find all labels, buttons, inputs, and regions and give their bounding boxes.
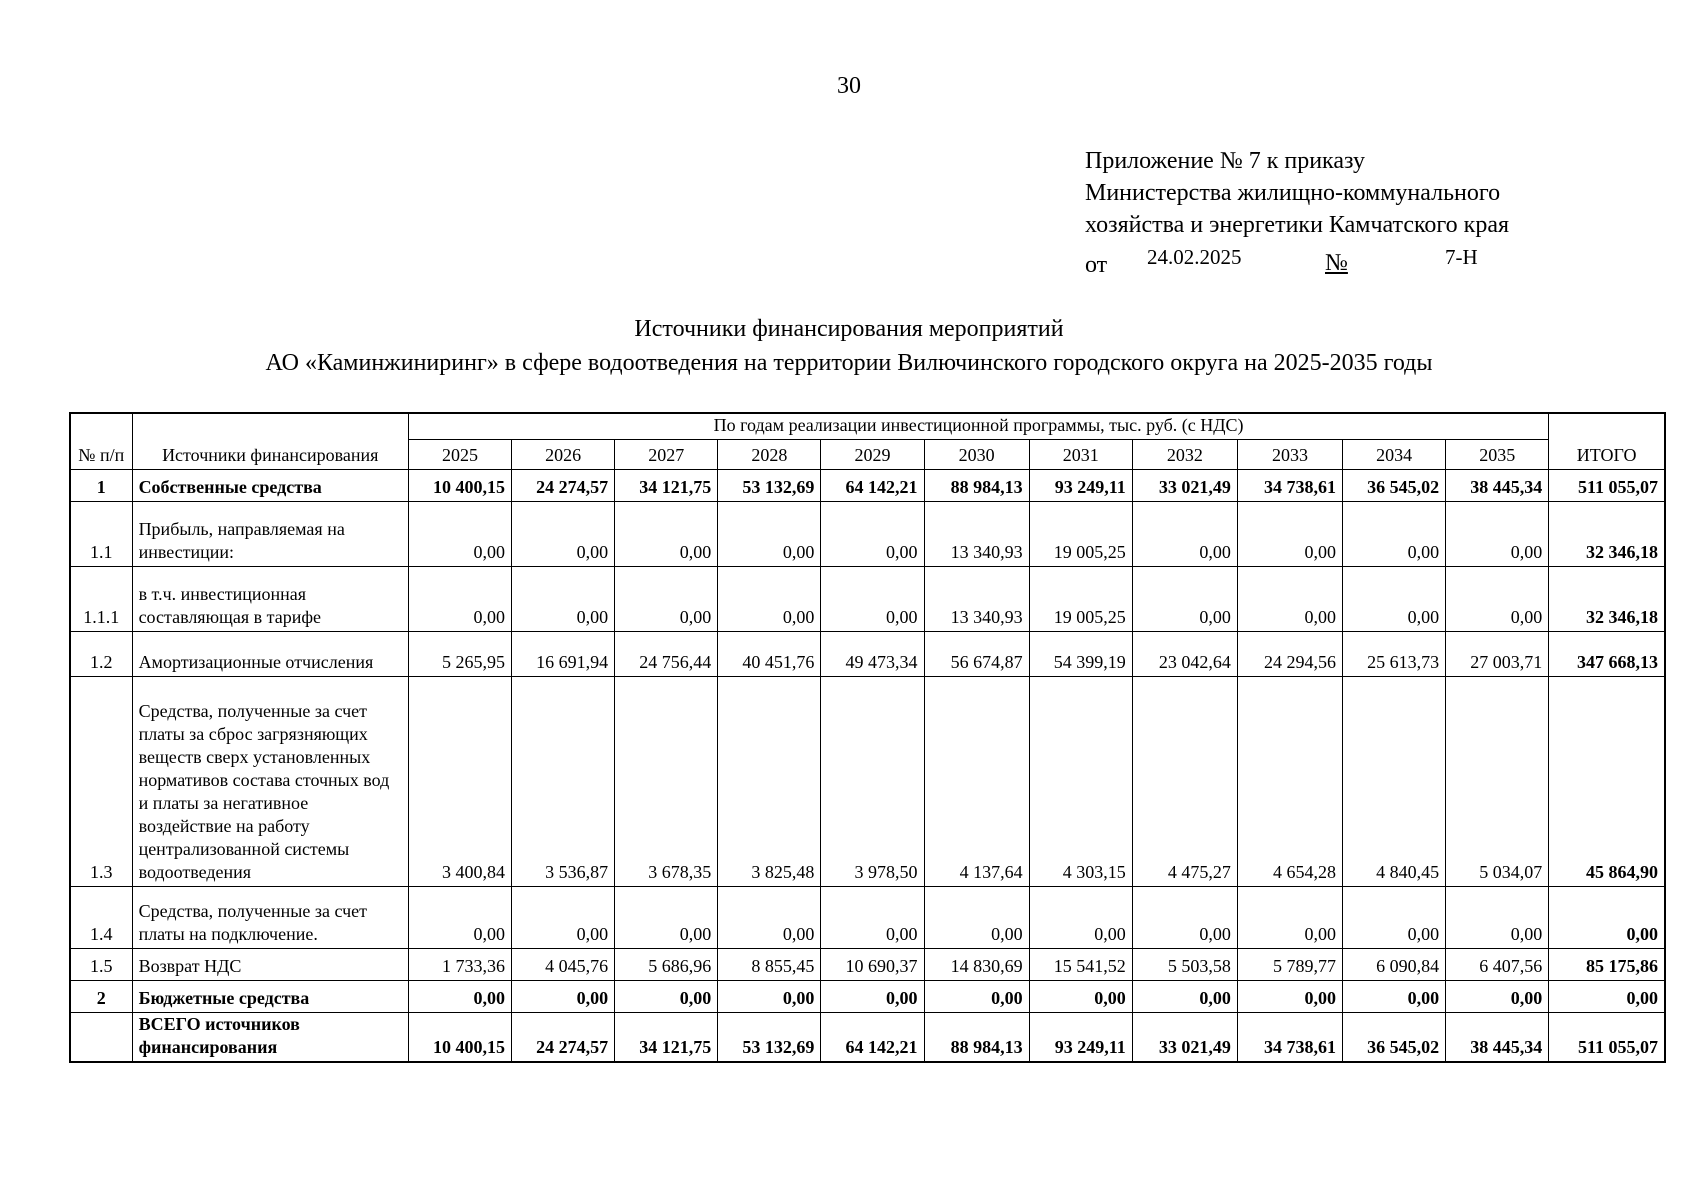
row-source-name: Прибыль, направляемая на инвестиции:	[132, 502, 408, 567]
year-value-cell: 0,00	[512, 567, 615, 632]
year-value-cell: 0,00	[1343, 981, 1446, 1013]
year-value-cell: 0,00	[1446, 567, 1549, 632]
year-value-cell: 24 756,44	[615, 632, 718, 677]
header-year: 2029	[821, 440, 924, 470]
year-value-cell: 0,00	[408, 981, 511, 1013]
year-value-cell: 0,00	[821, 567, 924, 632]
row-index	[70, 1013, 132, 1063]
year-value-cell: 0,00	[718, 567, 821, 632]
year-value-cell: 5 503,58	[1132, 949, 1237, 981]
year-value-cell: 49 473,34	[821, 632, 924, 677]
year-value-cell: 0,00	[408, 887, 511, 949]
year-value-cell: 36 545,02	[1343, 1013, 1446, 1063]
header-year: 2033	[1237, 440, 1342, 470]
row-total-cell: 0,00	[1549, 887, 1665, 949]
year-value-cell: 4 303,15	[1029, 677, 1132, 887]
year-value-cell: 5 034,07	[1446, 677, 1549, 887]
year-value-cell: 64 142,21	[821, 1013, 924, 1063]
table-row	[70, 470, 1665, 502]
year-value-cell: 4 475,27	[1132, 677, 1237, 887]
row-total-cell: 0,00	[1549, 981, 1665, 1013]
year-value-cell: 88 984,13	[924, 470, 1029, 502]
row-total-cell: 45 864,90	[1549, 677, 1665, 887]
year-value-cell: 14 830,69	[924, 949, 1029, 981]
year-value-cell: 3 978,50	[821, 677, 924, 887]
year-value-cell: 10 400,15	[408, 1013, 511, 1063]
year-value-cell: 0,00	[1132, 887, 1237, 949]
year-value-cell: 0,00	[408, 502, 511, 567]
year-value-cell: 4 654,28	[1237, 677, 1342, 887]
header-years-group: По годам реализации инвестиционной программы, тыс. руб. (с НДС)	[408, 413, 1548, 440]
year-value-cell: 5 265,95	[408, 632, 511, 677]
year-value-cell: 0,00	[1343, 502, 1446, 567]
year-value-cell: 0,00	[924, 981, 1029, 1013]
year-value-cell: 10 690,37	[821, 949, 924, 981]
year-value-cell: 0,00	[1237, 502, 1342, 567]
row-source-name: Собственные средства	[132, 470, 408, 502]
table-row	[70, 502, 1665, 567]
row-total-cell: 32 346,18	[1549, 567, 1665, 632]
year-value-cell: 0,00	[1237, 887, 1342, 949]
year-value-cell: 0,00	[718, 981, 821, 1013]
year-value-cell: 0,00	[512, 981, 615, 1013]
year-value-cell: 93 249,11	[1029, 470, 1132, 502]
year-value-cell: 3 825,48	[718, 677, 821, 887]
year-value-cell: 0,00	[408, 567, 511, 632]
year-value-cell: 53 132,69	[718, 470, 821, 502]
year-value-cell: 3 400,84	[408, 677, 511, 887]
page-number: 30	[837, 73, 861, 99]
year-value-cell: 0,00	[718, 887, 821, 949]
year-value-cell: 0,00	[1132, 502, 1237, 567]
appendix-line-3: хозяйства и энергетики Камчатского края	[1085, 212, 1510, 238]
from-label: от	[1085, 252, 1108, 278]
year-value-cell: 0,00	[1446, 502, 1549, 567]
year-value-cell: 8 855,45	[718, 949, 821, 981]
year-value-cell: 27 003,71	[1446, 632, 1549, 677]
year-value-cell: 6 090,84	[1343, 949, 1446, 981]
year-value-cell: 0,00	[1343, 567, 1446, 632]
year-value-cell: 34 121,75	[615, 470, 718, 502]
row-source-name: Возврат НДС	[132, 949, 408, 981]
year-value-cell: 24 294,56	[1237, 632, 1342, 677]
year-value-cell: 19 005,25	[1029, 567, 1132, 632]
year-value-cell: 13 340,93	[924, 502, 1029, 567]
year-value-cell: 53 132,69	[718, 1013, 821, 1063]
year-value-cell: 10 400,15	[408, 470, 511, 502]
financing-table	[69, 412, 1666, 1063]
year-value-cell: 5 789,77	[1237, 949, 1342, 981]
year-value-cell: 4 045,76	[512, 949, 615, 981]
year-value-cell: 23 042,64	[1132, 632, 1237, 677]
year-value-cell: 38 445,34	[1446, 470, 1549, 502]
year-value-cell: 40 451,76	[718, 632, 821, 677]
title-line-1: Источники финансирования мероприятий	[634, 316, 1064, 342]
year-value-cell: 0,00	[512, 502, 615, 567]
year-value-cell: 3 536,87	[512, 677, 615, 887]
year-value-cell: 15 541,52	[1029, 949, 1132, 981]
year-value-cell: 0,00	[1237, 567, 1342, 632]
appendix-line-1: Приложение № 7 к приказу	[1085, 148, 1365, 174]
year-value-cell: 38 445,34	[1446, 1013, 1549, 1063]
row-total-cell: 347 668,13	[1549, 632, 1665, 677]
year-value-cell: 0,00	[615, 887, 718, 949]
year-value-cell: 24 274,57	[512, 470, 615, 502]
year-value-cell: 0,00	[1029, 981, 1132, 1013]
row-source-name: Средства, полученные за счет платы на подключение.	[132, 887, 408, 949]
year-value-cell: 0,00	[1237, 981, 1342, 1013]
year-value-cell: 1 733,36	[408, 949, 511, 981]
year-value-cell: 4 137,64	[924, 677, 1029, 887]
year-value-cell: 0,00	[821, 887, 924, 949]
year-value-cell: 93 249,11	[1029, 1013, 1132, 1063]
year-value-cell: 64 142,21	[821, 470, 924, 502]
year-value-cell: 5 686,96	[615, 949, 718, 981]
year-value-cell: 0,00	[1132, 567, 1237, 632]
year-value-cell: 24 274,57	[512, 1013, 615, 1063]
year-value-cell: 19 005,25	[1029, 502, 1132, 567]
row-total-cell: 32 346,18	[1549, 502, 1665, 567]
year-value-cell: 0,00	[924, 887, 1029, 949]
year-value-cell: 0,00	[1132, 981, 1237, 1013]
title-line-2: АО «Каминжиниринг» в сфере водоотведения на территории Вилючинского городского округа на 2025-2035 годы	[265, 350, 1433, 376]
order-date: 24.02.2025	[1147, 245, 1242, 269]
row-total-cell: 511 055,07	[1549, 1013, 1665, 1063]
year-value-cell: 88 984,13	[924, 1013, 1029, 1063]
year-value-cell: 4 840,45	[1343, 677, 1446, 887]
year-value-cell: 0,00	[1446, 887, 1549, 949]
year-value-cell: 0,00	[1446, 981, 1549, 1013]
document-title	[0, 312, 1698, 380]
row-index: 1.3	[70, 677, 132, 887]
order-number: 7-Н	[1445, 245, 1478, 269]
row-index: 2	[70, 981, 132, 1013]
row-total-cell: 511 055,07	[1549, 470, 1665, 502]
header-year: 2031	[1029, 440, 1132, 470]
header-year: 2028	[718, 440, 821, 470]
year-value-cell: 34 738,61	[1237, 1013, 1342, 1063]
row-index: 1.1	[70, 502, 132, 567]
year-value-cell: 54 399,19	[1029, 632, 1132, 677]
number-label: №	[1325, 250, 1348, 276]
row-index: 1.2	[70, 632, 132, 677]
appendix-block	[1085, 145, 1510, 278]
table-row	[70, 887, 1665, 949]
year-value-cell: 0,00	[615, 502, 718, 567]
year-value-cell: 13 340,93	[924, 567, 1029, 632]
header-year: 2035	[1446, 440, 1549, 470]
header-year: 2032	[1132, 440, 1237, 470]
year-value-cell: 56 674,87	[924, 632, 1029, 677]
table-row	[70, 677, 1665, 887]
header-year: 2026	[512, 440, 615, 470]
row-source-name: Бюджетные средства	[132, 981, 408, 1013]
year-value-cell: 33 021,49	[1132, 470, 1237, 502]
table-row	[70, 949, 1665, 981]
header-total: ИТОГО	[1549, 413, 1665, 470]
year-value-cell: 0,00	[821, 502, 924, 567]
header-source: Источники финансирования	[132, 413, 408, 470]
table-row	[70, 632, 1665, 677]
order-reference	[1085, 241, 1509, 278]
appendix-line-2: Министерства жилищно-коммунального	[1085, 180, 1501, 206]
year-value-cell: 34 738,61	[1237, 470, 1342, 502]
year-value-cell: 0,00	[718, 502, 821, 567]
year-value-cell: 16 691,94	[512, 632, 615, 677]
row-total-cell: 85 175,86	[1549, 949, 1665, 981]
year-value-cell: 6 407,56	[1446, 949, 1549, 981]
row-source-name: ВСЕГО источников финансирования	[132, 1013, 408, 1063]
year-value-cell: 25 613,73	[1343, 632, 1446, 677]
year-value-cell: 0,00	[615, 981, 718, 1013]
year-value-cell: 36 545,02	[1343, 470, 1446, 502]
year-value-cell: 34 121,75	[615, 1013, 718, 1063]
header-year: 2034	[1343, 440, 1446, 470]
row-index: 1.5	[70, 949, 132, 981]
row-source-name: Амортизационные отчисления	[132, 632, 408, 677]
row-index: 1	[70, 470, 132, 502]
row-index: 1.4	[70, 887, 132, 949]
table-row	[70, 567, 1665, 632]
year-value-cell: 0,00	[512, 887, 615, 949]
year-value-cell: 0,00	[1343, 887, 1446, 949]
year-value-cell: 0,00	[615, 567, 718, 632]
table-row	[70, 981, 1665, 1013]
header-year: 2025	[408, 440, 511, 470]
year-value-cell: 0,00	[1029, 887, 1132, 949]
header-year: 2030	[924, 440, 1029, 470]
year-value-cell: 3 678,35	[615, 677, 718, 887]
year-value-cell: 33 021,49	[1132, 1013, 1237, 1063]
row-source-name: в т.ч. инвестиционная составляющая в тарифе	[132, 567, 408, 632]
row-source-name: Средства, полученные за счет платы за сброс загрязняющих веществ сверх установленных нормативов состава сточных вод и платы за негативное воздействие на работу централизованной системы водоотведения	[132, 677, 408, 887]
table-row	[70, 1013, 1665, 1063]
header-num: № п/п	[70, 413, 132, 470]
header-year: 2027	[615, 440, 718, 470]
year-value-cell: 0,00	[821, 981, 924, 1013]
row-index: 1.1.1	[70, 567, 132, 632]
